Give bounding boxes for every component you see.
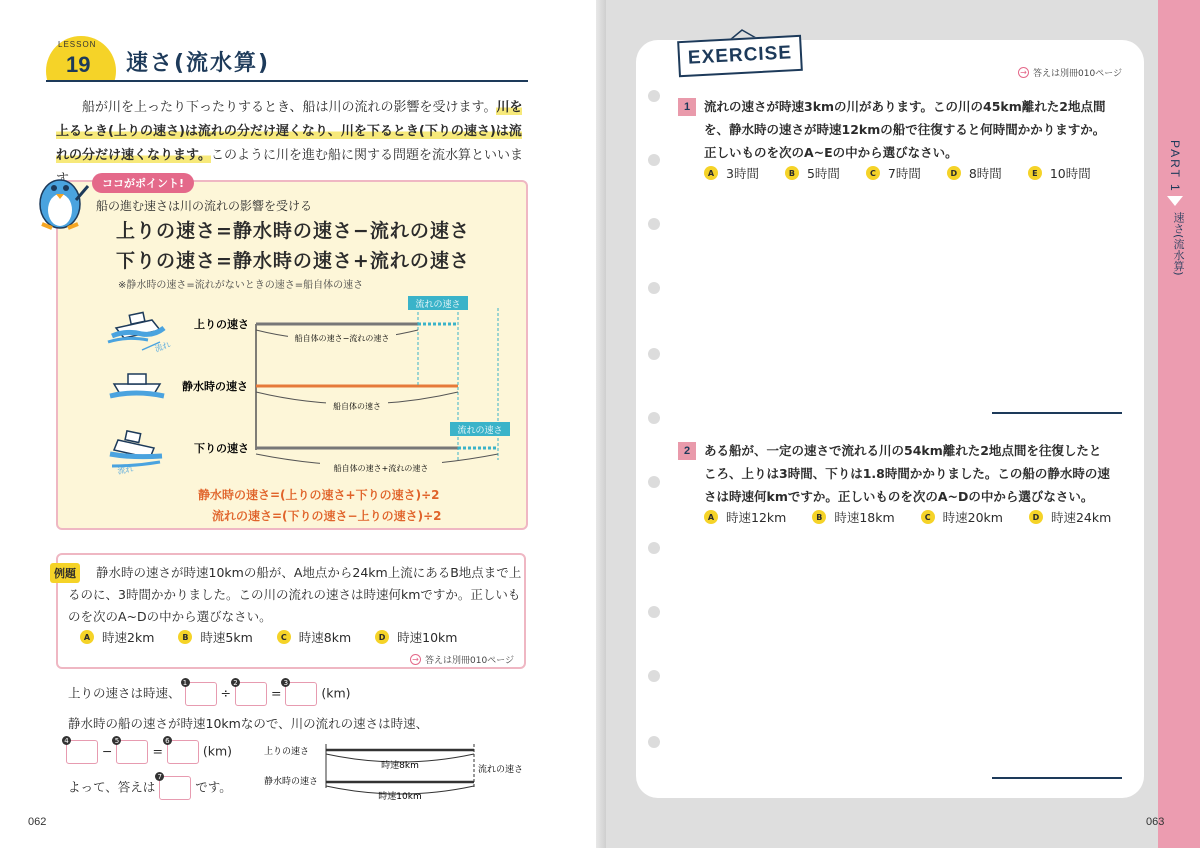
example-options	[80, 628, 457, 646]
answer-option[interactable]: D 時速24km	[1029, 508, 1111, 526]
answer-reference: → 答えは別冊010ページ	[410, 653, 514, 666]
binder-hole	[648, 218, 660, 230]
brace-down: 船自体の速さ+流れの速さ	[333, 464, 429, 473]
label-still: 静水時の速さ	[182, 380, 248, 393]
brace-up: 船自体の速さ−流れの速さ	[294, 334, 390, 343]
binder-hole	[648, 282, 660, 294]
example-option[interactable]: C 時速8km	[277, 628, 351, 646]
binder-hole	[648, 412, 660, 424]
question-number: 2	[678, 442, 696, 460]
arrow-right-icon: →	[410, 654, 421, 665]
side-part-label: PART 1	[1168, 140, 1182, 193]
side-section-label: 速さ(流水算)	[1172, 212, 1185, 276]
option-mark: C	[921, 510, 935, 524]
question-1-text: 流れの速さが時速3kmの川があります。この川の45km離れた2地点間 を、静水時の速さが時速12kmの船で往復すると何時間かかりますか。 正しいものを次のA~Eの中から選びなさい。	[704, 99, 1106, 160]
option-mark: B	[785, 166, 799, 180]
binder-hole	[648, 736, 660, 748]
label-up: 上りの速さ	[194, 318, 249, 331]
sd-up: 上りの速さ	[264, 747, 310, 757]
binder-hole	[648, 542, 660, 554]
binder-hole	[648, 90, 660, 102]
boat-down-icon	[110, 431, 162, 466]
option-mark: C	[866, 166, 880, 180]
solution-line-3: 4 − 5 = 6 (km)	[66, 740, 232, 764]
side-tab	[1158, 0, 1200, 848]
current-label-top: 流れの速さ	[415, 300, 461, 310]
question-1-options	[704, 164, 1091, 182]
flow-label-up: 流れ	[153, 339, 172, 354]
answer-blank[interactable]: 2	[235, 682, 267, 706]
example-option[interactable]: D 時速10km	[375, 628, 457, 646]
formula-still-water: 静水時の速さ=(上りの速さ+下りの速さ)÷2	[198, 488, 440, 502]
answer-option[interactable]: B 時速18km	[812, 508, 894, 526]
lesson-word: LESSON	[58, 40, 97, 49]
answer-blank[interactable]: 6	[167, 740, 199, 764]
solution-line-2: 静水時の船の速さが時速10kmなので、川の流れの速さは時速、	[68, 716, 429, 731]
answer-option[interactable]: A 3時間	[704, 164, 759, 182]
option-mark: E	[1028, 166, 1042, 180]
option-mark: C	[277, 630, 291, 644]
sd-8: 時速8km	[381, 761, 419, 771]
penguin-mascot-icon	[32, 166, 92, 232]
answer-option[interactable]: C 時速20km	[921, 508, 1003, 526]
example-option[interactable]: A 時速2km	[80, 628, 154, 646]
current-label-bottom: 流れの速さ	[457, 426, 503, 436]
sd-10: 時速10km	[378, 792, 422, 802]
solution-diagram	[262, 738, 532, 804]
formula-current: 流れの速さ=(下りの速さ−上りの速さ)÷2	[212, 509, 442, 523]
answer-blank[interactable]: 4	[66, 740, 98, 764]
solution-line-1: 上りの速さは時速、 1 ÷ 2 = 3 (km)	[68, 682, 351, 706]
answer-option[interactable]: A 時速12km	[704, 508, 786, 526]
boat-still-icon	[110, 374, 164, 396]
intro-paragraph: 船が川を上ったり下ったりするとき、船は川の流れの影響を受けます。川を上るとき(上りの速さ)は流れの分だけ遅くなり、川を下るとき(下りの速さ)は流れの分だけ速くなります。このように川を進む船に関する問題を流水算といいま	[56, 100, 523, 163]
note: ※静水時の速さ=流れがないときの速さ=船自体の速さ	[118, 280, 364, 291]
binder-hole	[648, 348, 660, 360]
question-2-options	[704, 508, 1111, 526]
solution-line-4: よって、答えは 7 です。	[68, 776, 232, 800]
answer-blank[interactable]: 7	[159, 776, 191, 800]
label-down: 下りの速さ	[194, 442, 249, 455]
brace-still: 船自体の速さ	[333, 402, 381, 411]
exercise-tag: EXERCISE	[677, 35, 803, 77]
answer-option[interactable]: E 10時間	[1028, 164, 1091, 182]
title-rule	[46, 80, 528, 82]
option-mark: B	[812, 510, 826, 524]
page-number-left: 062	[28, 816, 47, 828]
answer-blank[interactable]: 5	[116, 740, 148, 764]
sd-current: 流れの速さ	[478, 765, 524, 775]
option-mark: A	[704, 510, 718, 524]
question-number: 1	[678, 98, 696, 116]
answer-option[interactable]: D 8時間	[947, 164, 1002, 182]
binder-hole	[648, 606, 660, 618]
option-mark: D	[375, 630, 389, 644]
option-mark: D	[947, 166, 961, 180]
flow-label-down: 流れ	[116, 464, 135, 476]
option-mark: B	[178, 630, 192, 644]
answer-reference: → 答えは別冊010ページ	[1018, 66, 1122, 79]
lesson-number: 19	[66, 52, 91, 77]
option-mark: A	[704, 166, 718, 180]
answer-option[interactable]: C 7時間	[866, 164, 921, 182]
binder-hole	[648, 154, 660, 166]
answer-line-1[interactable]	[992, 412, 1122, 414]
option-mark: D	[1029, 510, 1043, 524]
point-lead: 船の進む速さは川の流れの影響を受ける	[96, 199, 313, 213]
arrow-right-icon: →	[1018, 67, 1029, 78]
example-option[interactable]: B 時速5km	[178, 628, 252, 646]
gutter	[596, 0, 606, 848]
speed-diagram	[56, 290, 526, 486]
answer-option[interactable]: B 5時間	[785, 164, 840, 182]
example-tag: 例題	[50, 563, 80, 583]
answer-blank[interactable]: 1	[185, 682, 217, 706]
triangle-down-icon	[1167, 196, 1183, 206]
example-text: 静水時の速さが時速10kmの船が、A地点から24km上流にあるB地点まで上るのに、3時間かかりました。この川の流れの速さは時速何kmですか。正しいものを次のA~Dの中から選びなさい。	[68, 565, 522, 624]
binder-hole	[648, 476, 660, 488]
sd-still: 静水時の速さ	[264, 777, 319, 787]
answer-blank[interactable]: 3	[285, 682, 317, 706]
question-2-text: ある船が、一定の速さで流れる川の54km離れた2地点間を往復したと ころ、上りは3時間、下りは1.8時間かかりました。この船の静水時の速 さは時速何kmですか。正しいものを次のA~Dの中から選びなさい。	[704, 443, 1110, 504]
formula-upstream: 上りの速さ=静水時の速さ−流れの速さ	[116, 220, 470, 242]
formula-downstream: 下りの速さ=静水時の速さ+流れの速さ	[116, 250, 470, 272]
page-number-right: 063	[1146, 816, 1165, 828]
answer-line-2[interactable]	[992, 777, 1122, 779]
binder-hole	[648, 670, 660, 682]
option-mark: A	[80, 630, 94, 644]
lesson-title: 速さ(流水算)	[126, 51, 271, 76]
point-tag: ココがポイント!	[92, 173, 194, 193]
